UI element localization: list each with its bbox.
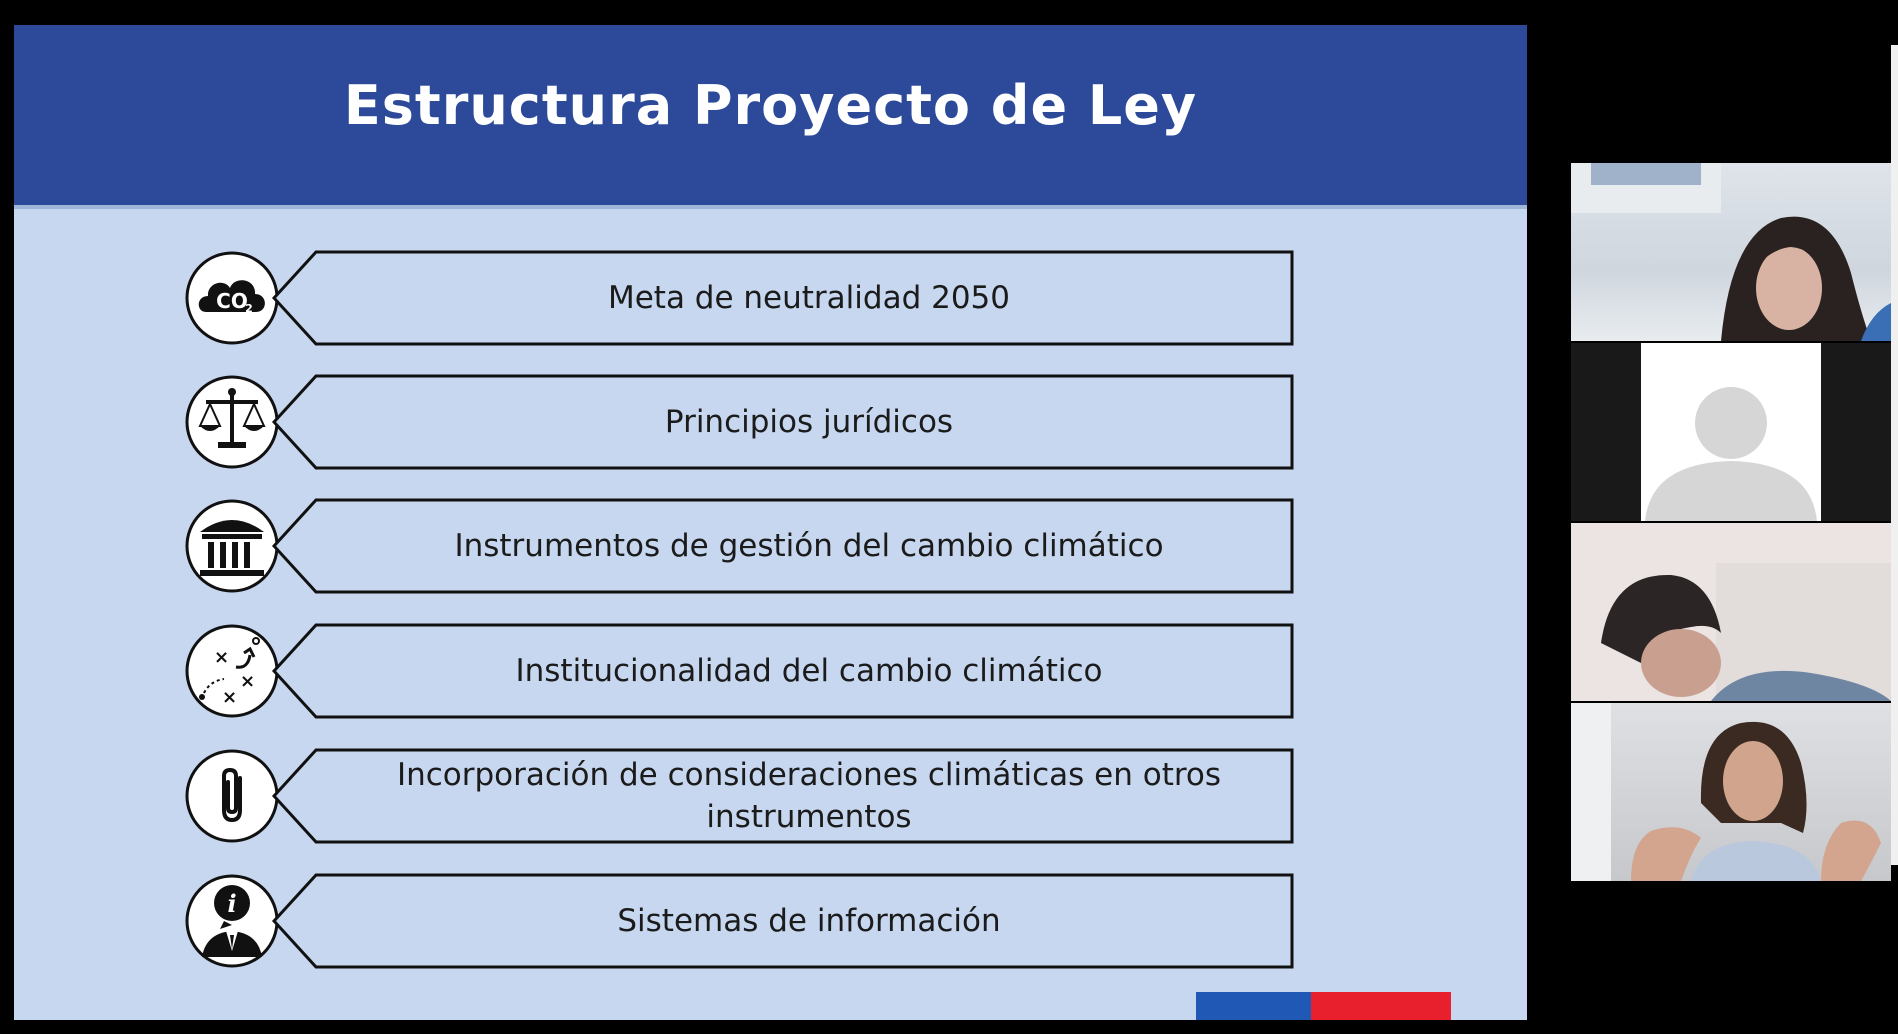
- list-item: [184, 748, 1294, 844]
- window-edge: [1891, 45, 1898, 865]
- flag-blue-stripe: [1196, 992, 1311, 1020]
- item-label: Meta de neutralidad 2050: [607, 280, 1011, 316]
- scales-of-justice-icon: [184, 374, 280, 470]
- participant-3-video[interactable]: [1571, 523, 1891, 701]
- co2-cloud-icon: [184, 250, 280, 346]
- svg-text:×: ×: [214, 647, 230, 668]
- strategy-plan-icon: [184, 623, 280, 719]
- paperclip-icon: [184, 748, 280, 844]
- participant-2-avatar[interactable]: [1571, 343, 1891, 521]
- item-label: Principios jurídicos: [664, 404, 954, 440]
- slide-header: [14, 25, 1527, 209]
- participant-4-video[interactable]: [1571, 703, 1891, 881]
- participant-1-video[interactable]: [1571, 163, 1891, 341]
- svg-text:×: ×: [222, 687, 238, 708]
- svg-text:×: ×: [240, 671, 256, 692]
- presentation-slide: [14, 25, 1527, 1020]
- list-item: [184, 374, 1294, 470]
- information-person-icon: [184, 873, 280, 969]
- list-item: [184, 623, 1294, 719]
- svg-text:CO: CO: [216, 289, 248, 313]
- flag-red-stripe: [1311, 992, 1451, 1020]
- item-label: Instrumentos de gestión del cambio climático: [454, 528, 1164, 564]
- slide-title: Estructura Proyecto de Ley: [343, 73, 1198, 137]
- item-label: Sistemas de información: [617, 903, 1001, 939]
- svg-text:2: 2: [245, 302, 253, 315]
- item-label: Institucionalidad del cambio climático: [515, 653, 1103, 689]
- list-item: [184, 873, 1294, 969]
- svg-text:i: i: [227, 889, 237, 918]
- item-label: Incorporación de consideraciones climáticas en otros instrumentos: [396, 757, 1222, 835]
- list-item: [184, 498, 1294, 594]
- list-item: [184, 250, 1294, 346]
- government-building-icon: [184, 498, 280, 594]
